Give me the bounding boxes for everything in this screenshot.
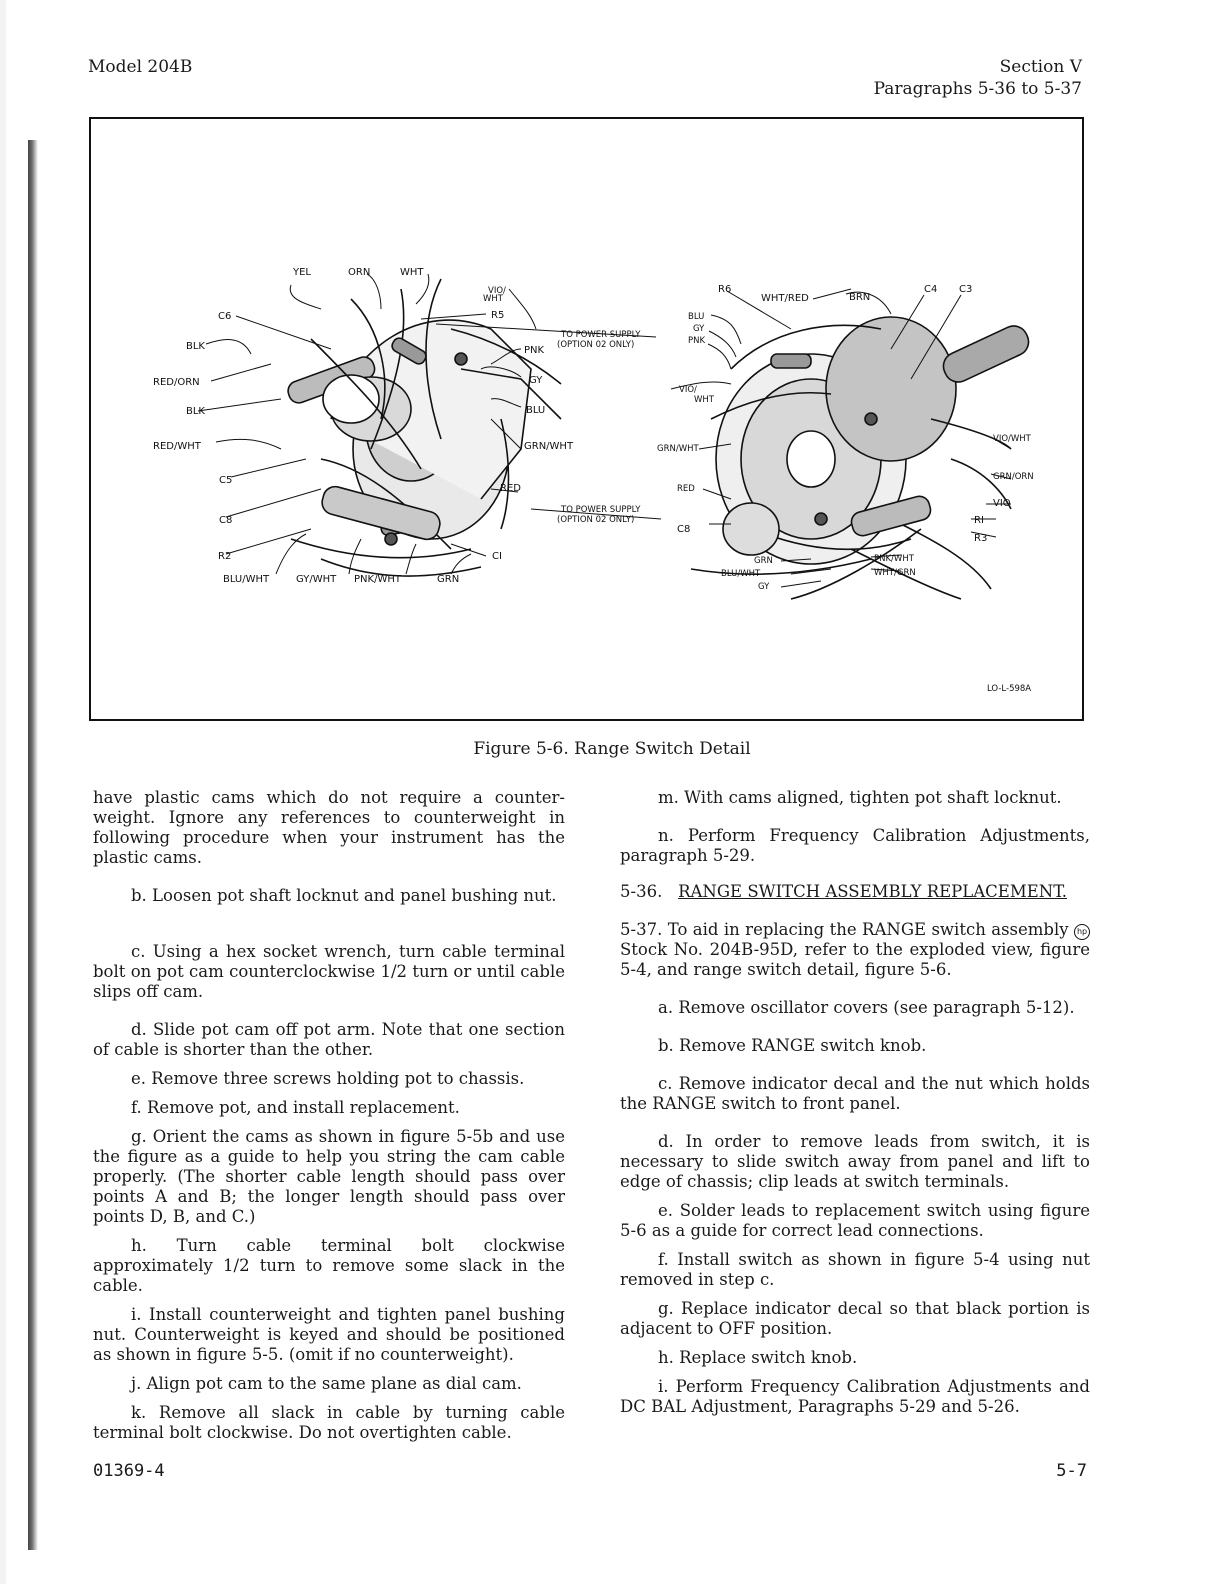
- header-paragraphs: Paragraphs 5-36 to 5-37: [873, 79, 1082, 99]
- wire-label-gy-r: GY: [693, 324, 705, 334]
- wire-label-red-wht: RED/WHT: [153, 441, 201, 452]
- wire-label-red: RED: [500, 483, 521, 494]
- wire-label-blu-wht: BLU/WHT: [223, 574, 270, 585]
- wire-label-vio: VIO: [993, 498, 1011, 509]
- wire-label-vio-wht-b: WHT: [483, 294, 503, 304]
- step-f-right: f. Install switch as shown in figure 5-4 using nut removed in step c.: [620, 1250, 1090, 1289]
- step-i-right: i. Perform Frequency Calibration Adjustments and DC BAL Adjustment, Paragraphs 5-29 and 5-26.: [620, 1377, 1090, 1416]
- wire-label-vio-wht-b-r: WHT: [694, 395, 714, 405]
- wire-label-red-r: RED: [677, 484, 695, 494]
- wire-label-grn-r: GRN: [754, 556, 773, 566]
- wire-label-grn-wht-r: GRN/WHT: [657, 444, 699, 454]
- wire-label-orn: ORN: [348, 267, 371, 278]
- wire-label-gy: GY: [529, 375, 543, 386]
- step-j-left: j. Align pot cam to the same plane as dial cam.: [131, 1374, 522, 1393]
- page-scan-edge: [28, 140, 38, 1550]
- wire-label-red-orn: RED/ORN: [153, 377, 200, 388]
- wire-label-vio-wht-a-r: VIO/: [679, 385, 697, 395]
- page-scan-edge-light: [0, 0, 6, 1584]
- heading-number: 5-36.: [620, 882, 663, 901]
- wire-label-gy-2: GY: [758, 582, 770, 592]
- step-e-right: e. Solder leads to replacement switch using figure 5-6 as a guide for correct lead connections.: [620, 1201, 1090, 1240]
- figure-code: LO-L-598A: [987, 684, 1032, 694]
- wire-label-r2: R2: [218, 551, 232, 562]
- step-g-left: g. Orient the cams as shown in figure 5-5b and use the figure as a guide to help you string the cam cable properly. (The shorter cable length should pass over points A and B; the longer length should pass over points D, B, and C.): [93, 1127, 565, 1226]
- wire-label-blk-2: BLK: [186, 406, 205, 417]
- option-label-2: (OPTION 02 ONLY): [557, 515, 635, 525]
- section-heading: [620, 882, 1090, 902]
- wire-label-r6: R6: [718, 284, 732, 295]
- wire-label-c5: C5: [219, 475, 233, 486]
- left-column: [93, 788, 565, 1452]
- wire-label-grn-orn: GRN/ORN: [993, 472, 1034, 482]
- step-m-right: m. With cams aligned, tighten pot shaft locknut.: [658, 788, 1062, 807]
- step-b-right: b. Remove RANGE switch knob.: [658, 1036, 927, 1055]
- wire-label-wht: WHT: [400, 267, 424, 278]
- step-h-right: h. Replace switch knob.: [658, 1348, 858, 1367]
- figure-5-6-frame: [89, 117, 1084, 721]
- right-switch-assembly: [691, 317, 1033, 599]
- wire-label-vio-wht-a: VIO/: [488, 286, 506, 296]
- wire-label-c6: C6: [218, 311, 232, 322]
- wire-label-grn-wht: GRN/WHT: [524, 441, 574, 452]
- left-switch-assembly: [285, 279, 561, 576]
- wire-label-wht-red: WHT/RED: [761, 293, 809, 304]
- right-column: [620, 788, 1090, 1426]
- step-d-left: d. Slide pot cam off pot arm. Note that one section of cable is shorter than the other.: [93, 1020, 565, 1059]
- step-d-right: d. In order to remove leads from switch, it is necessary to slide switch away from panel and lift to edge of chassis; clip leads at switch terminals.: [620, 1132, 1090, 1191]
- wire-label-c8-r: C8: [677, 524, 691, 535]
- wire-label-brn: BRN: [849, 292, 871, 303]
- wire-label-r3: R3: [974, 533, 988, 544]
- step-h-left: h. Turn cable terminal bolt clockwise approximately 1/2 turn to remove some slack in the cable.: [93, 1236, 565, 1295]
- wire-label-blu: BLU: [526, 405, 546, 416]
- step-e-left: e. Remove three screws holding pot to chassis.: [131, 1069, 525, 1088]
- wire-label-wht-grn: WHT/GRN: [874, 568, 916, 578]
- wire-label-blu-wht-r: BLU/WHT: [721, 569, 761, 579]
- hp-logo-icon: hp: [1074, 924, 1090, 940]
- step-c-left: c. Using a hex socket wrench, turn cable terminal bolt on pot cam counterclockwise 1/2 turn or until cable slips off cam.: [93, 942, 565, 1001]
- wire-label-r5: R5: [491, 310, 505, 321]
- wire-label-pnk-wht-r: PNK/WHT: [874, 554, 914, 564]
- wire-label-c3: C3: [959, 284, 973, 295]
- step-g-right: g. Replace indicator decal so that black portion is adjacent to OFF position.: [620, 1299, 1090, 1338]
- header-section: Section V: [999, 57, 1082, 77]
- heading-title: RANGE SWITCH ASSEMBLY REPLACEMENT.: [678, 882, 1068, 901]
- wire-label-c4: C4: [924, 284, 938, 295]
- paragraph-5-37: [620, 920, 1090, 980]
- header-section-block: [874, 56, 1082, 100]
- wire-label-c8: C8: [219, 515, 233, 526]
- step-b-left: b. Loosen pot shaft locknut and panel bushing nut.: [131, 886, 557, 905]
- paragraph-5-37-lead: 5-37. To aid in replacing the RANGE switch assembly: [620, 920, 1069, 939]
- footer-page-number: 5-7: [1056, 1461, 1087, 1481]
- wire-label-blu-r: BLU: [688, 312, 705, 322]
- power-supply-label-2: TO POWER SUPPLY: [561, 505, 641, 515]
- step-k-left: k. Remove all slack in cable by turning cable terminal bolt clockwise. Do not overtighten cable.: [93, 1403, 565, 1442]
- wire-label-grn: GRN: [437, 574, 460, 585]
- wire-label-yel: YEL: [293, 267, 311, 278]
- wire-label-c1: CI: [492, 551, 502, 562]
- power-supply-label-1: TO POWER SUPPLY: [561, 330, 641, 340]
- wire-label-pnk-r: PNK: [688, 336, 706, 346]
- header-model: Model 204B: [88, 57, 193, 77]
- paragraph-5-37-rest: Stock No. 204B-95D, refer to the exploded view, figure 5-4, and range switch detail, figure 5-6.: [620, 940, 1090, 979]
- left-para-0: have plastic cams which do not require a counter-weight. Ignore any references to counterweight in following procedure when your instrument has the plastic cams.: [93, 788, 565, 867]
- wire-label-vio-wht-right: VIO/WHT: [993, 434, 1031, 444]
- wire-label-pnk: PNK: [524, 345, 545, 356]
- wire-label-gy-wht: GY/WHT: [296, 574, 337, 585]
- step-a-right: a. Remove oscillator covers (see paragraph 5-12).: [658, 998, 1075, 1017]
- step-n-right: n. Perform Frequency Calibration Adjustments, paragraph 5-29.: [620, 826, 1090, 865]
- wire-label-r1: RI: [974, 515, 984, 526]
- range-switch-diagram: [91, 119, 1082, 719]
- figure-caption: Figure 5-6. Range Switch Detail: [473, 739, 751, 759]
- step-i-left: i. Install counterweight and tighten panel bushing nut. Counterweight is keyed and should be positioned as shown in figure 5-5. (omit if no counterweight).: [93, 1305, 565, 1364]
- footer-doc-number: 01369-4: [93, 1461, 165, 1481]
- step-f-left: f. Remove pot, and install replacement.: [131, 1098, 460, 1117]
- wire-label-pnk-wht: PNK/WHT: [354, 574, 401, 585]
- step-c-right: c. Remove indicator decal and the nut which holds the RANGE switch to front panel.: [620, 1074, 1090, 1113]
- wire-label-blk-1: BLK: [186, 341, 205, 352]
- option-label-1: (OPTION 02 ONLY): [557, 340, 635, 350]
